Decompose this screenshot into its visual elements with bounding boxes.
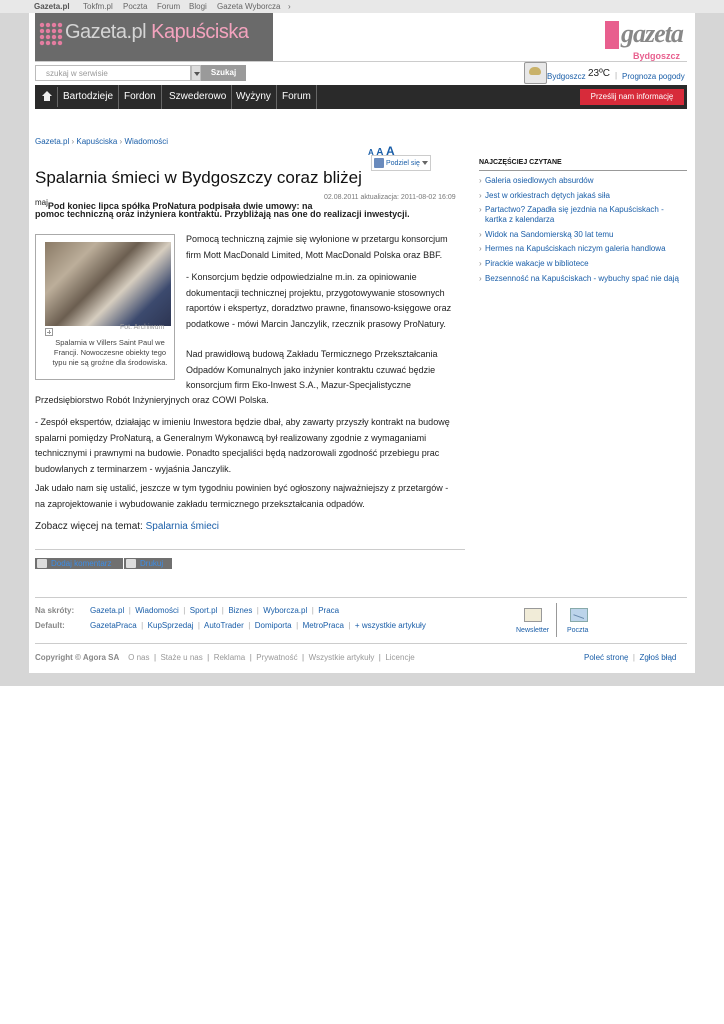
text-line: dokumentacji technicznej projektu, przygotowywanie stosownych bbox=[186, 287, 445, 298]
gazeta-bydgoszcz-logo[interactable] bbox=[605, 19, 687, 63]
breadcrumb-separator: › bbox=[71, 137, 75, 146]
newsletter-link[interactable]: Newsletter bbox=[516, 627, 550, 634]
search-scope-dropdown[interactable] bbox=[191, 65, 201, 81]
breadcrumb-gazeta[interactable]: Gazeta.pl bbox=[35, 137, 70, 146]
footer-link[interactable]: O nas bbox=[128, 653, 150, 662]
text-line: - Zespół ekspertów, działając w imieniu Inwestora będzie dbał, aby zawarty przyszły kontrakt na budowę bbox=[35, 417, 450, 427]
recommend-page-link[interactable]: Poleć stronę bbox=[584, 653, 629, 662]
weather-separator: | bbox=[615, 71, 618, 80]
footer-icons-divider bbox=[556, 603, 557, 637]
share-label: Podziel się bbox=[386, 160, 420, 167]
topbar-link-poczta[interactable]: Poczta bbox=[123, 2, 148, 11]
article-paragraph-5 bbox=[35, 481, 448, 512]
weather-cloud-icon bbox=[524, 62, 547, 84]
footer-divider-bottom bbox=[35, 643, 687, 644]
see-more-label: Zobacz więcej na temat: bbox=[35, 521, 143, 532]
footer-link[interactable]: AutoTrader bbox=[204, 621, 244, 630]
footer-link[interactable]: Reklama bbox=[213, 653, 246, 662]
article-paragraph-1 bbox=[186, 232, 448, 263]
footer-link[interactable]: Wiadomości bbox=[135, 606, 179, 615]
shortcuts-links: Gazeta.pl | Wiadomości | Sport.pl | Biznes | Wyborcza.pl | Praca bbox=[90, 606, 340, 615]
topbar-link-gazeta[interactable]: Gazeta.pl bbox=[34, 2, 70, 11]
text-line: Odpadów Komunalnych jako inżynier kontraktu czuwać będzie bbox=[186, 364, 436, 375]
footer-link[interactable]: Sport.pl bbox=[189, 606, 218, 615]
weather-temperature: 23ºC bbox=[588, 68, 610, 79]
article-date: 02.08.2011 bbox=[324, 194, 359, 201]
text-line: technicznymi i prawnymi na budowie. Ponadto specjaliści będą nadzorowali zgodność przebiegu prac bbox=[35, 448, 440, 458]
most-read-item[interactable]: › Partactwo? Zapadła się jezdnia na Kapuściskach - kartka z kalendarza bbox=[479, 205, 684, 225]
share-button[interactable] bbox=[371, 155, 431, 171]
main-nav bbox=[35, 85, 687, 109]
article-paragraph-2 bbox=[186, 270, 451, 332]
zoom-icon[interactable] bbox=[45, 328, 53, 336]
print-label: Drukuj bbox=[140, 559, 164, 568]
most-read-item[interactable]: › Hermes na Kapuściskach niczym galeria handlowa bbox=[479, 244, 684, 254]
footer-link[interactable]: MetroPraca bbox=[302, 621, 344, 630]
text-line: budowlanych z terminarzem - wyjaśnia Janczylik. bbox=[35, 463, 232, 474]
print-button[interactable] bbox=[124, 558, 172, 569]
default-label: Default: bbox=[35, 621, 65, 630]
topbar-link-tokfm[interactable]: Tokfm.pl bbox=[83, 2, 113, 11]
article-updated: aktualizacja: 2011-08-02 16:09 bbox=[360, 194, 456, 201]
gazeta-logo-city: Bydgoszcz bbox=[633, 51, 681, 61]
footer-link[interactable]: Wyborcza.pl bbox=[263, 606, 308, 615]
most-read-item[interactable]: › Jest w orkiestrach dętych jakaś siła bbox=[479, 191, 684, 201]
most-read-item[interactable]: › Pirackie wakacje w bibliotece bbox=[479, 259, 684, 269]
nav-item-bartodzieje[interactable]: Bartodzieje bbox=[58, 85, 119, 109]
footer-link[interactable]: GazetaPraca bbox=[90, 621, 137, 630]
font-size-small[interactable]: A bbox=[368, 148, 374, 157]
text-line: firm Mott MacDonald Limited, Mott MacDonald Polska oraz BBF. bbox=[186, 249, 443, 260]
article-title: Spalarnia śmieci w Bydgoszczy coraz bliżej bbox=[35, 168, 362, 187]
topbar-more-icon[interactable]: › bbox=[288, 2, 291, 11]
most-read-item[interactable]: › Widok na Sandomierską 30 lat temu bbox=[479, 230, 684, 240]
footer-link[interactable]: KupSprzedaj bbox=[147, 621, 194, 630]
top-bar bbox=[0, 0, 724, 13]
shortcuts-label: Na skróty: bbox=[35, 606, 75, 615]
comment-icon bbox=[37, 559, 47, 568]
article-paragraph-3-end: Przedsiębiorstwo Robót Inżynieryjnych oraz COWI Polska. bbox=[35, 395, 269, 405]
font-size-medium[interactable]: A bbox=[376, 147, 384, 158]
footer-link[interactable]: Praca bbox=[318, 606, 340, 615]
text-line: Jak udało nam się ustalić, jeszcze w tym tygodniu powinien być ogłoszony najważniejszy z przetargów - bbox=[35, 483, 449, 493]
logo-dots-icon bbox=[39, 22, 63, 46]
text-line: raportów i ekspertyz, doradztwo prawne, finansowo-księgowe oraz bbox=[186, 303, 452, 313]
article-photo[interactable] bbox=[45, 242, 171, 326]
logo-section-text: Kapuściska bbox=[151, 21, 249, 43]
breadcrumb bbox=[35, 137, 168, 146]
footer-link[interactable]: Staże u nas bbox=[160, 653, 203, 662]
weather-city-link[interactable]: Bydgoszcz bbox=[547, 72, 586, 81]
printer-icon bbox=[126, 559, 136, 568]
home-icon[interactable] bbox=[37, 87, 58, 107]
most-read-item[interactable]: › Galeria osiedlowych absurdów bbox=[479, 176, 684, 186]
topbar-link-blogi[interactable]: Blogi bbox=[189, 2, 207, 11]
copyright-text: Copyright © Agora SA bbox=[35, 653, 120, 662]
add-comment-button[interactable] bbox=[35, 558, 123, 569]
site-logo[interactable] bbox=[35, 13, 273, 61]
text-line: podatkowe - mówi Marcin Janczylik, rzecznik prasowy ProNatury. bbox=[186, 318, 446, 329]
forecast-link[interactable]: Prognoza pogody bbox=[622, 72, 685, 81]
article-paragraph-3 bbox=[186, 347, 437, 394]
report-error-link[interactable]: Zgłoś błąd bbox=[639, 653, 677, 662]
footer-link[interactable]: Biznes bbox=[228, 606, 253, 615]
photo-caption: Spalarnia w Villers Saint Paul we Francji. Nowoczesne obiekty tego typu nie są groźne dla środowiska. bbox=[52, 338, 168, 367]
gazeta-logo-word: gazeta bbox=[621, 19, 683, 48]
article-divider bbox=[35, 549, 465, 550]
article-author: maj bbox=[35, 198, 48, 207]
gazeta-logo-bar bbox=[605, 21, 619, 49]
header-divider bbox=[35, 61, 687, 62]
default-links: GazetaPraca | KupSprzedaj | AutoTrader | Domiporta | MetroPraca | + wszystkie artykuły bbox=[90, 621, 426, 630]
text-line: na zaprojektowanie i wybudowanie zakładu termicznego przekształcania odpadów. bbox=[35, 498, 365, 509]
nav-item-fordon[interactable]: Fordon bbox=[119, 85, 162, 109]
lead-line-2: pomoc techniczną oraz inżyniera kontraktu. Przybliżają nas one do realizacji inwestycji. bbox=[35, 209, 410, 219]
search-input[interactable]: szukaj w serwisie bbox=[35, 65, 191, 81]
chevron-down-icon bbox=[422, 161, 428, 165]
photo-credit: Fot. Archiwum bbox=[120, 324, 165, 331]
most-read-title: NAJCZĘŚCIEJ CZYTANE bbox=[479, 159, 562, 166]
text-line: Nad prawidłową budową Zakładu Termicznego Przekształcania bbox=[186, 349, 438, 359]
text-line: konsorcjum firm Eko-Inwest S.A., Mazur-Specjalistyczne bbox=[186, 380, 412, 390]
article-dates bbox=[324, 194, 456, 201]
text-line: - Konsorcjum będzie odpowiedzialne m.in. za opiniowanie bbox=[186, 272, 417, 282]
footer-link[interactable]: Prywatność bbox=[256, 653, 298, 662]
footer-right-links: Poleć stronę | Zgłoś błąd bbox=[584, 653, 677, 662]
footer-link[interactable]: Gazeta.pl bbox=[90, 606, 125, 615]
most-read-divider bbox=[479, 170, 687, 171]
nav-item-forum[interactable]: Forum bbox=[277, 85, 317, 109]
poczta-link[interactable]: Poczta bbox=[567, 627, 589, 634]
see-more bbox=[35, 521, 219, 532]
copyright: Copyright © Agora SA O nas | Staże u nas | Reklama | Prywatność | Wszystkie artykuły | Licencje bbox=[35, 653, 415, 662]
search-button[interactable]: Szukaj bbox=[201, 65, 246, 81]
newsletter-icon[interactable] bbox=[524, 608, 542, 622]
footer-divider-top bbox=[35, 597, 687, 598]
breadcrumb-wiadomosci[interactable]: Wiadomości bbox=[124, 137, 169, 146]
article-paragraph-4 bbox=[35, 415, 450, 477]
footer-link[interactable]: Wszystkie artykuły bbox=[308, 653, 375, 662]
see-more-tag-link[interactable]: Spalarnia śmieci bbox=[145, 521, 219, 532]
nav-item-wyzyny[interactable]: Wyżyny bbox=[231, 85, 277, 109]
breadcrumb-separator: › bbox=[119, 137, 123, 146]
footer-link[interactable]: Domiporta bbox=[254, 621, 292, 630]
footer-link[interactable]: + wszystkie artykuły bbox=[354, 621, 426, 630]
nav-item-szwederowo[interactable]: Szwederowo bbox=[164, 85, 232, 109]
breadcrumb-kapusciska[interactable]: Kapuściska bbox=[76, 137, 118, 146]
text-line: spalarni pomiędzy ProNaturą, a Generalnym Wykonawcą był realizowany zgodnie z wymaganiami bbox=[35, 432, 427, 443]
report-info-button[interactable]: Prześlij nam informację bbox=[580, 89, 684, 105]
logo-main-text: Gazeta.pl bbox=[65, 21, 147, 43]
article-photo-box bbox=[35, 234, 175, 380]
page-container bbox=[29, 13, 695, 673]
lead-line-1: Pod koniec lipca spółka ProNatura podpisała dwie umowy: na bbox=[47, 201, 313, 211]
text-line: Pomocą techniczną zajmie się wyłonione w przetargu konsorcjum bbox=[186, 234, 448, 244]
font-size-large[interactable]: A bbox=[386, 144, 395, 158]
mail-icon[interactable] bbox=[570, 608, 588, 622]
footer-link[interactable]: Licencje bbox=[385, 653, 415, 662]
most-read-item[interactable]: › Bezsenność na Kapuściskach - wybuchy spać nie dają bbox=[479, 274, 684, 284]
add-comment-label: Dodaj komentarz bbox=[51, 559, 112, 568]
topbar-link-forum[interactable]: Forum bbox=[157, 2, 181, 11]
topbar-link-wyborcza[interactable]: Gazeta Wyborcza bbox=[217, 2, 281, 11]
share-icon bbox=[374, 158, 384, 168]
